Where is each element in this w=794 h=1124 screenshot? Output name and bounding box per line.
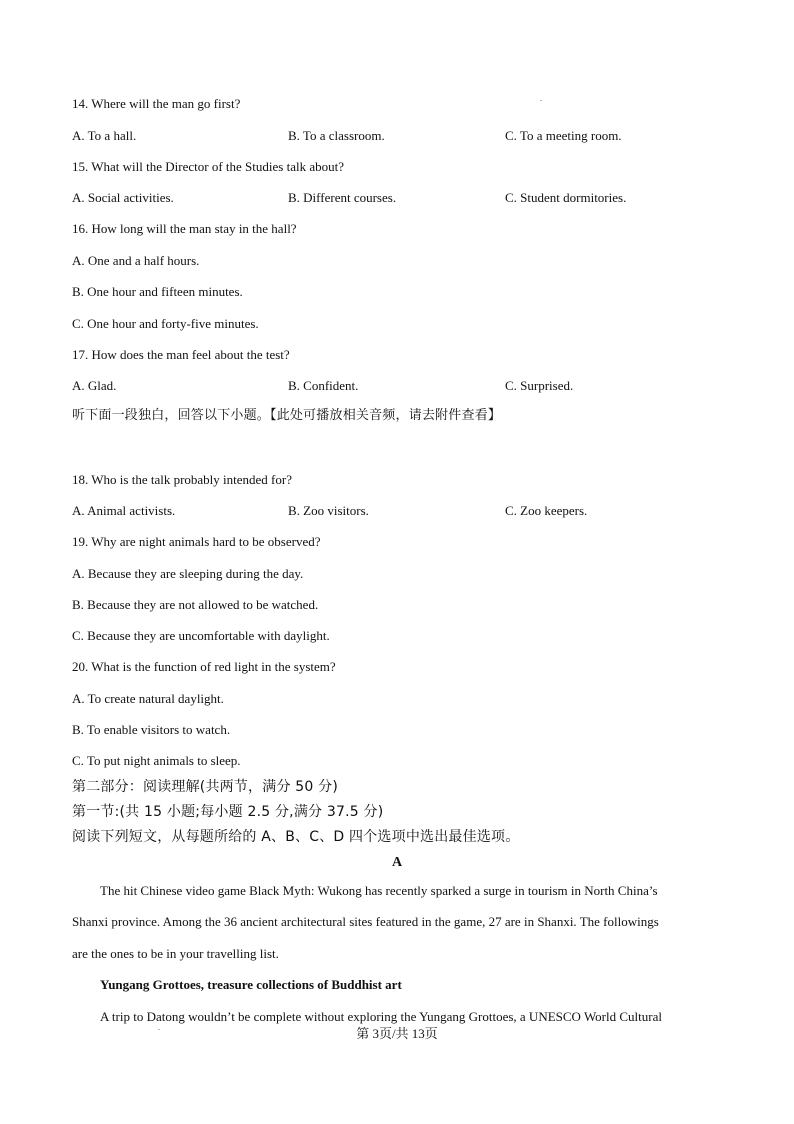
option-14-a: A. To a hall. xyxy=(72,128,137,143)
option-17-c: C. Surprised. xyxy=(505,378,574,393)
option-16-a: A. One and a half hours. xyxy=(72,253,200,268)
option-19-c: C. Because they are uncomfortable with daylight. xyxy=(72,628,330,643)
passage-line: Shanxi province. Among the 36 ancient architectural sites featured in the game, 27 are in Shanxi. The followings xyxy=(72,914,659,929)
option-14-c: C. To a meeting room. xyxy=(505,128,622,143)
option-14-b: B. To a classroom. xyxy=(288,128,385,143)
passage-label: A xyxy=(391,855,403,870)
page-footer: 第 3页/共 13页 xyxy=(356,1026,438,1041)
option-19-a: A. Because they are sleeping during the day. xyxy=(72,566,304,581)
passage-subheading: Yungang Grottoes, treasure collections of Buddhist art xyxy=(100,977,402,992)
section-title: 第一节:(共 15 小题;每小题 2.5 分,满分 37.5 分) xyxy=(72,804,384,820)
option-18-b: B. Zoo visitors. xyxy=(288,503,369,518)
option-18-c: C. Zoo keepers. xyxy=(505,503,588,518)
scan-dot xyxy=(540,100,542,101)
option-17-b: B. Confident. xyxy=(288,378,359,393)
passage-line: The hit Chinese video game Black Myth: Wukong has recently sparked a surge in tourism in North China’s xyxy=(100,883,658,898)
reading-instruction: 阅读下列短文，从每题所给的 A、B、C、D 四个选项中选出最佳选项。 xyxy=(72,829,520,845)
question-20: 20. What is the function of red light in the system? xyxy=(72,659,336,674)
monologue-instruction: 听下面一段独白，回答以下小题。【此处可播放相关音频，请去附件查看】 xyxy=(72,408,502,423)
question-16: 16. How long will the man stay in the hall? xyxy=(72,221,297,236)
option-20-b: B. To enable visitors to watch. xyxy=(72,722,231,737)
option-15-c: C. Student dormitories. xyxy=(505,190,627,205)
option-18-a: A. Animal activists. xyxy=(72,503,176,518)
option-19-b: B. Because they are not allowed to be watched. xyxy=(72,597,319,612)
question-15: 15. What will the Director of the Studies talk about? xyxy=(72,159,344,174)
option-20-a: A. To create natural daylight. xyxy=(72,691,224,706)
option-16-b: B. One hour and fifteen minutes. xyxy=(72,284,243,299)
part-title: 第二部分：阅读理解(共两节，满分 50 分) xyxy=(72,779,339,795)
option-15-a: A. Social activities. xyxy=(72,190,174,205)
option-20-c: C. To put night animals to sleep. xyxy=(72,753,241,768)
question-14: 14. Where will the man go first? xyxy=(72,96,241,111)
question-18: 18. Who is the talk probably intended for? xyxy=(72,472,292,487)
question-19: 19. Why are night animals hard to be observed? xyxy=(72,534,321,549)
passage-line: are the ones to be in your travelling list. xyxy=(72,946,279,961)
question-17: 17. How does the man feel about the test? xyxy=(72,347,290,362)
option-17-a: A. Glad. xyxy=(72,378,117,393)
option-15-b: B. Different courses. xyxy=(288,190,397,205)
passage-line: A trip to Datong wouldn’t be complete without exploring the Yungang Grottoes, a UNESCO World Cultural xyxy=(100,1009,662,1024)
option-16-c: C. One hour and forty-five minutes. xyxy=(72,316,259,331)
